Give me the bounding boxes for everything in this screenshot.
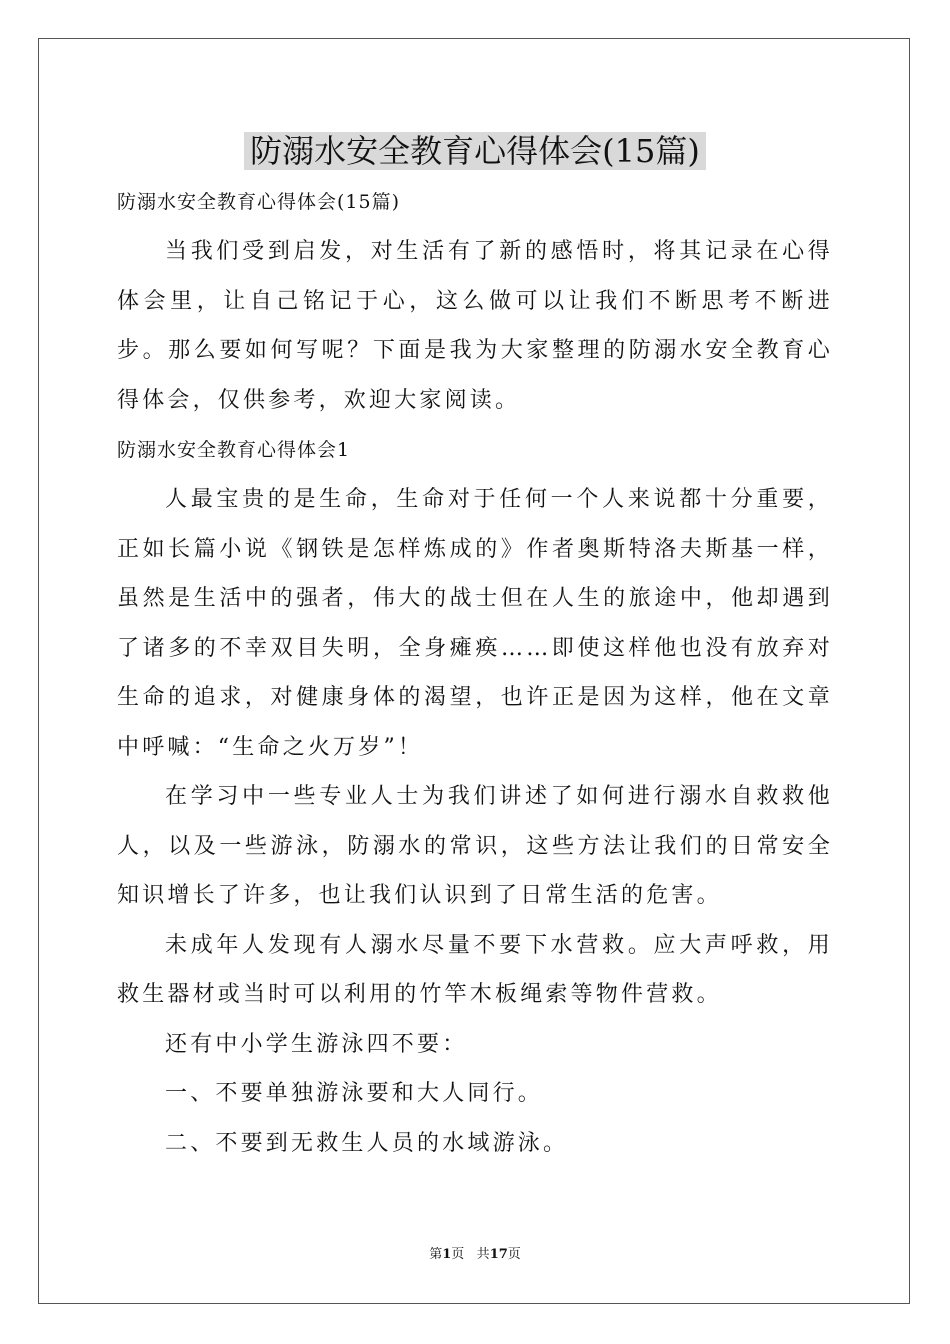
page-prefix: 第 — [429, 1247, 443, 1262]
paragraph-6: 二、不要到无救生人员的水域游泳。 — [165, 1130, 569, 1156]
paragraph-1: 人最宝贵的是生命，生命对于任何一个人来说都十分重要，正如长篇小说《钢铁是怎样炼成的》作者奥斯特洛夫斯基一样，虽然是生活中的强者，伟大的战士但在人生的旅途中，他却遇到了诸多的不幸双目失明，全身瘫痪……即使这样他也没有放弃对生命的追求，对健康身体的渴望，也许正是因为这样，他在文章中呼喊：“生命之火万岁”！ — [117, 487, 833, 760]
paragraph-3: 未成年人发现有人溺水尽量不要下水营救。应大声呼救，用救生器材或当时可以利用的竹竿木板绳索等物件营救。 — [117, 932, 833, 1007]
document-body — [117, 125, 833, 1168]
paragraph-2: 在学习中一些专业人士为我们讲述了如何进行溺水自救救他人，以及一些游泳，防溺水的常识，这些方法让我们的日常安全知识增长了许多，也让我们认识到了日常生活的危害。 — [117, 784, 833, 908]
page-suffix: 页 — [451, 1247, 465, 1262]
total-suffix: 页 — [507, 1247, 521, 1262]
total-pages: 17 — [489, 1247, 508, 1262]
page-footer — [0, 1246, 950, 1264]
paragraph-5: 一、不要单独游泳要和大人同行。 — [165, 1081, 544, 1106]
document-title: 防溺水安全教育心得体会(15篇) — [117, 125, 833, 177]
total-prefix: 共 — [476, 1247, 490, 1262]
section-heading: 防溺水安全教育心得体会1 — [117, 439, 351, 461]
paragraph-4: 还有中小学生游泳四不要： — [165, 1031, 468, 1057]
document-subtitle: 防溺水安全教育心得体会(15篇) — [117, 191, 401, 213]
page-number: 1 — [442, 1247, 452, 1262]
intro-paragraph: 当我们受到启发，对生活有了新的感悟时，将其记录在心得体会里，让自己铭记于心，这么做可以让我们不断思考不断进步。那么要如何写呢？下面是我为大家整理的防溺水安全教育心得体会，仅供参考，欢迎大家阅读。 — [117, 239, 833, 413]
